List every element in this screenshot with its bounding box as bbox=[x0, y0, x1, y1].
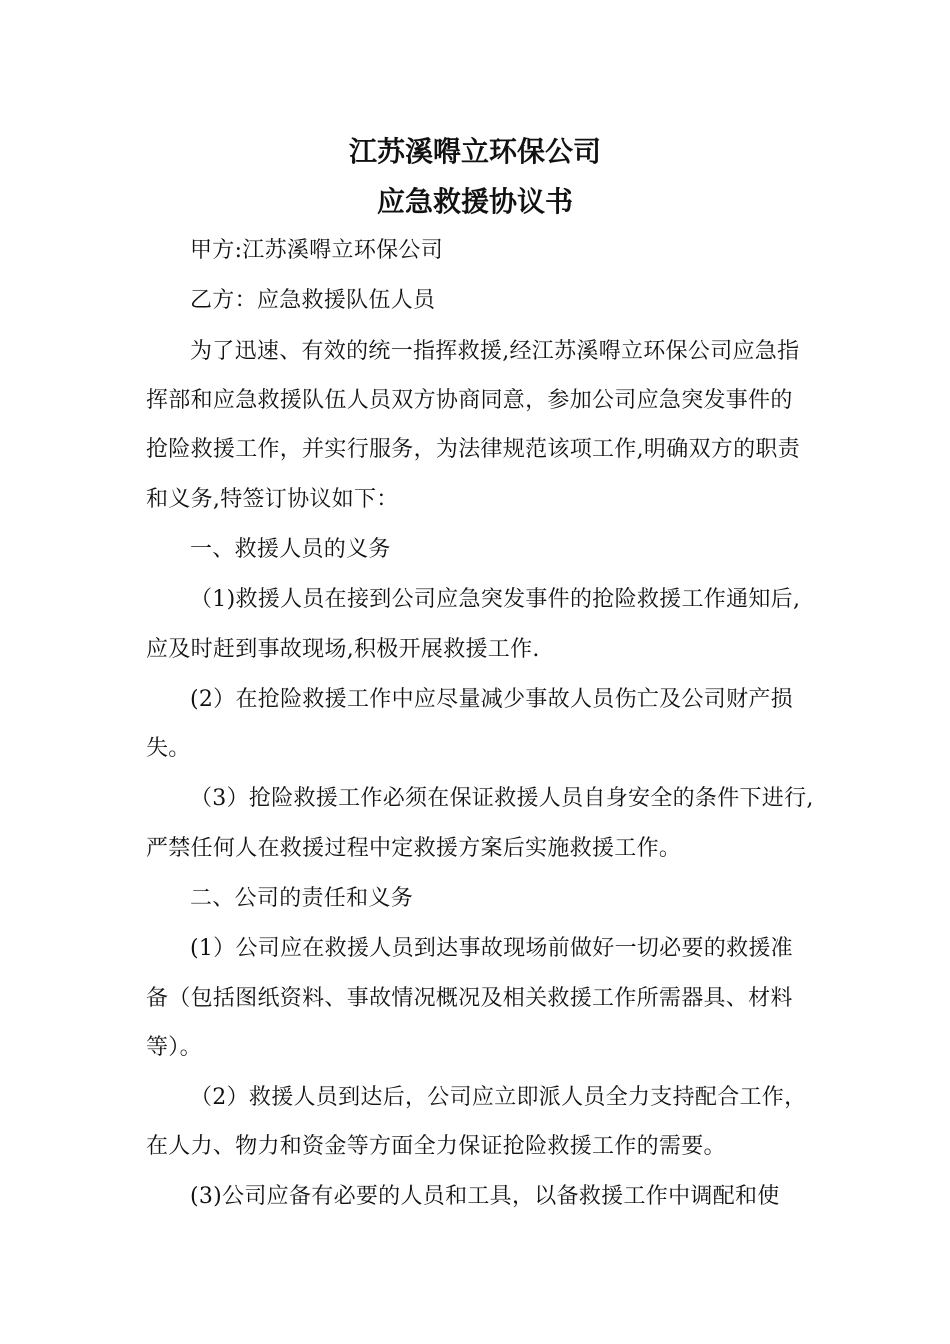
section-2-item-3-line-1: (3)公司应备有必要的人员和工具，以备救援工作中调配和使 bbox=[190, 1184, 780, 1209]
section-2-heading: 二、公司的责任和义务 bbox=[190, 886, 414, 911]
section-2-item-1-line-3: 等）。 bbox=[146, 1035, 202, 1060]
section-1-item-3-line-1: （3）抢险救援工作必须在保证救援人员自身安全的条件下进行, bbox=[190, 786, 814, 811]
section-1-item-1-line-1: （1)救援人员在接到公司应急突发事件的抢险救援工作通知后, bbox=[190, 587, 801, 612]
section-2-item-1-line-2: 备（包括图纸资料、事故情况概况及相关救援工作所需器具、材料 bbox=[146, 986, 793, 1011]
section-2-item-2-line-1: （2）救援人员到达后，公司应立即派人员全力支持配合工作， bbox=[190, 1085, 807, 1110]
section-1-item-2-line-2: 失。 bbox=[146, 736, 191, 761]
section-2-item-2-line-2: 在人力、物力和资金等方面全力保证抢险救援工作的需要。 bbox=[146, 1134, 726, 1159]
preamble-line-3: 抢险救援工作，并实行服务，为法律规范该项工作,明确双方的职责 bbox=[146, 437, 800, 462]
section-1-item-1-line-2: 应及时赶到事故现场,积极开展救援工作. bbox=[146, 637, 540, 662]
title-company: 江苏溪嘚立环保公司 bbox=[348, 135, 601, 168]
section-1-item-2-line-1: (2）在抢险救援工作中应尽量减少事故人员伤亡及公司财产损 bbox=[190, 687, 793, 712]
preamble-line-4: 和义务,特签订协议如下： bbox=[146, 487, 399, 512]
section-1-heading: 一、救援人员的义务 bbox=[190, 537, 391, 562]
section-2-item-1-line-1: (1）公司应在救援人员到达事故现场前做好一切必要的救援准 bbox=[190, 936, 793, 961]
preamble-line-1: 为了迅速、有效的统一指挥救援,经江苏溪嘚立环保公司应急指 bbox=[190, 339, 800, 364]
party-a-line: 甲方:江苏溪嘚立环保公司 bbox=[190, 238, 444, 263]
party-b-line: 乙方：应急救援队伍人员 bbox=[190, 288, 436, 313]
title-agreement: 应急救援协议书 bbox=[376, 185, 573, 218]
preamble-line-2: 挥部和应急救援队伍人员双方协商同意，参加公司应急突发事件的 bbox=[146, 388, 793, 413]
section-1-item-3-line-2: 严禁任何人在救援过程中定救援方案后实施救援工作。 bbox=[146, 836, 682, 861]
